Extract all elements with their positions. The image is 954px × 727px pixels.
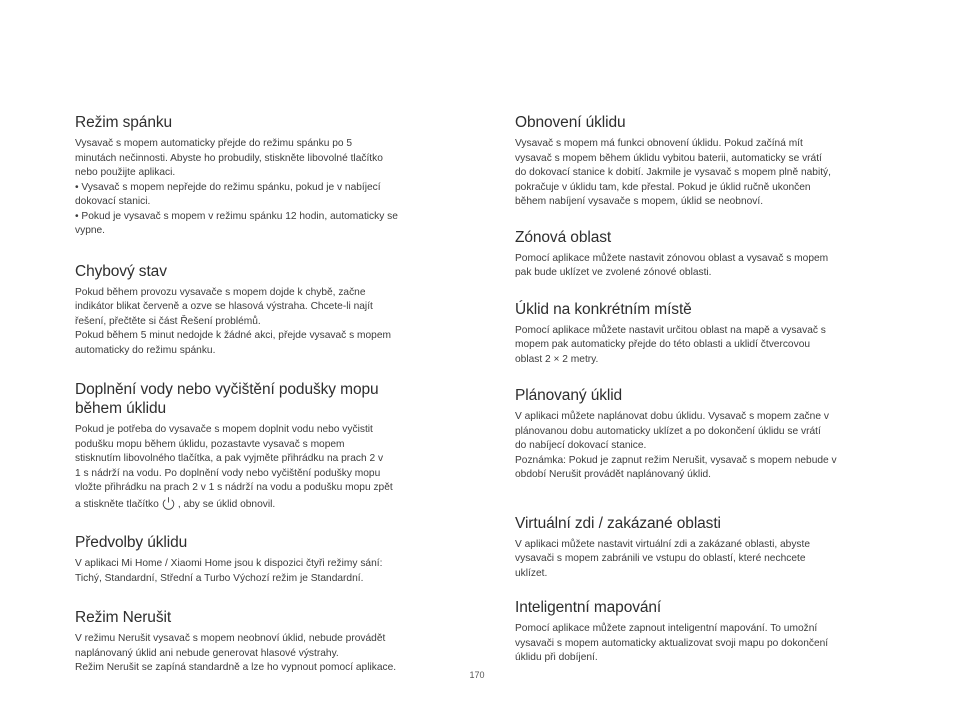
section-text: V režimu Nerušit vysavač s mopem neobnoví úklid, nebude provádět naplánovaný úklid ani nebude generovat hlasové výstrahy. Režim Nerušit se zapíná standardně a lze ho vypnout pomocí aplikace. <box>75 633 397 673</box>
section-rezim-nerusit <box>75 608 445 676</box>
section-text: V aplikaci můžete naplánovat dobu úklidu. Vysavač s mopem začne v plánovanou dobu automaticky uklízet a po dokončení úklidu se vrátí do nabíjecí dokovací stanice. Poznámka: Pokud je zapnut režim Nerušit, vysavač s mopem nebude v období Nerušit provádět naplánovaný úklid. <box>515 411 837 480</box>
section-doplneni-vody <box>75 380 445 512</box>
section-title: Zónová oblast <box>515 228 612 246</box>
section-planovany-uklid <box>515 386 885 483</box>
section-text: Pomocí aplikace můžete zapnout inteligentní mapování. To umožní vysavači s mopem automaticky aktualizovat svoji mapu po dokončení úklidu při dobíjení. <box>515 623 829 663</box>
section-zonova-oblast <box>515 228 885 281</box>
section-uklid-na-miste <box>515 300 885 368</box>
section-title: Chybový stav <box>75 262 167 280</box>
section-title: Virtuální zdi / zakázané oblasti <box>515 514 721 532</box>
page-number: 170 <box>469 670 485 680</box>
section-obnoveni-uklidu <box>515 113 885 210</box>
section-text <box>75 423 445 512</box>
left-column <box>75 113 445 676</box>
section-title: Režim Nerušit <box>75 609 172 626</box>
section-text: Pomocí aplikace můžete nastavit zónovou oblast a vysavač s mopem pak bude uklízet ve zvolené zónové oblasti. <box>515 252 829 278</box>
section-text: V aplikaci Mi Home / Xiaomi Home jsou k dispozici čtyři režimy sání: Tichý, Standardní, Střední a Turbo Výchozí režim je Standardní. <box>75 558 383 584</box>
section-title: Režim spánku <box>75 114 173 131</box>
section-inteligentni-mapovani <box>515 598 885 666</box>
section-text: Vysavač s mopem automaticky přejde do režimu spánku po 5 minutách nečinnosti. Abyste ho probudily, stiskněte libovolné tlačítko nebo použijte aplikaci. • Vysavač s mopem nepřejde do režimu spánku, pokud je v nabíjecí dokovací stanici. • Pokud je vysavač s mopem v režimu spánku 12 hodin, automaticky se vypne. <box>75 138 398 236</box>
right-column <box>515 113 885 666</box>
section-title: Plánovaný úklid <box>515 387 623 404</box>
section-rezim-spanku <box>75 113 445 239</box>
section-title: Inteligentní mapování <box>515 599 662 616</box>
section-text-main: Pokud je potřeba do vysavače s mopem doplnit vodu nebo vyčistit podušku mopu během úklidu, pozastavte vysavač s mopem stisknutím libovolného tlačítka, a pak vyjměte přihrádku na prach 2 v 1 s nádrží na vodu. Po doplnění vody nebo vyčištění podušky mopu vložte přihrádku na prach 2 v 1 s nádrží na vodu a podušku mopu zpět a stiskněte tlačítko <box>75 424 393 510</box>
section-chybovy-stav <box>75 262 445 359</box>
section-title: Úklid na konkrétním místě <box>515 300 692 318</box>
section-text: Vysavač s mopem má funkci obnovení úklidu. Pokud začíná mít vysavač s mopem během úklidu vybitou baterii, automaticky se vrátí do dokovací stanice k dobití. Jakmile je vysavač s mopem plně nabitý, pokračuje v úklidu tam, kde přestal. Pokud je úklid ručně ukončen během nabíjení vysavače s mopem, úklid se neobnoví. <box>515 138 831 207</box>
section-title: Doplnění vody nebo vyčištění podušky mopu během úklidu <box>75 381 379 417</box>
section-title: Obnovení úklidu <box>515 114 626 131</box>
section-text-end: , aby se úklid obnovil. <box>177 498 276 510</box>
power-button-icon <box>161 496 176 511</box>
section-text: Pokud během provozu vysavače s mopem dojde k chybě, začne indikátor blikat červeně a ozve se hlasová výstraha. Chcete-li najít řešení, přečtěte si část Řešení problémů. Pokud během 5 minut nedojde k žádné akci, přejde vysavač s mopem automaticky do režimu spánku. <box>75 286 391 356</box>
section-virtualni-zdi <box>515 514 885 582</box>
section-title: Předvolby úklidu <box>75 534 188 551</box>
section-text: Pomocí aplikace můžete nastavit určitou oblast na mapě a vysavač s mopem pak automaticky přejde do této oblasti a uklidí čtvercovou oblast 2 × 2 metry. <box>515 324 826 365</box>
section-predvolby-uklidu <box>75 533 445 586</box>
section-text: V aplikaci můžete nastavit virtuální zdi a zakázané oblasti, abyste vysavači s mopem zabránili ve vstupu do oblastí, které nechcete uklízet. <box>515 538 811 579</box>
